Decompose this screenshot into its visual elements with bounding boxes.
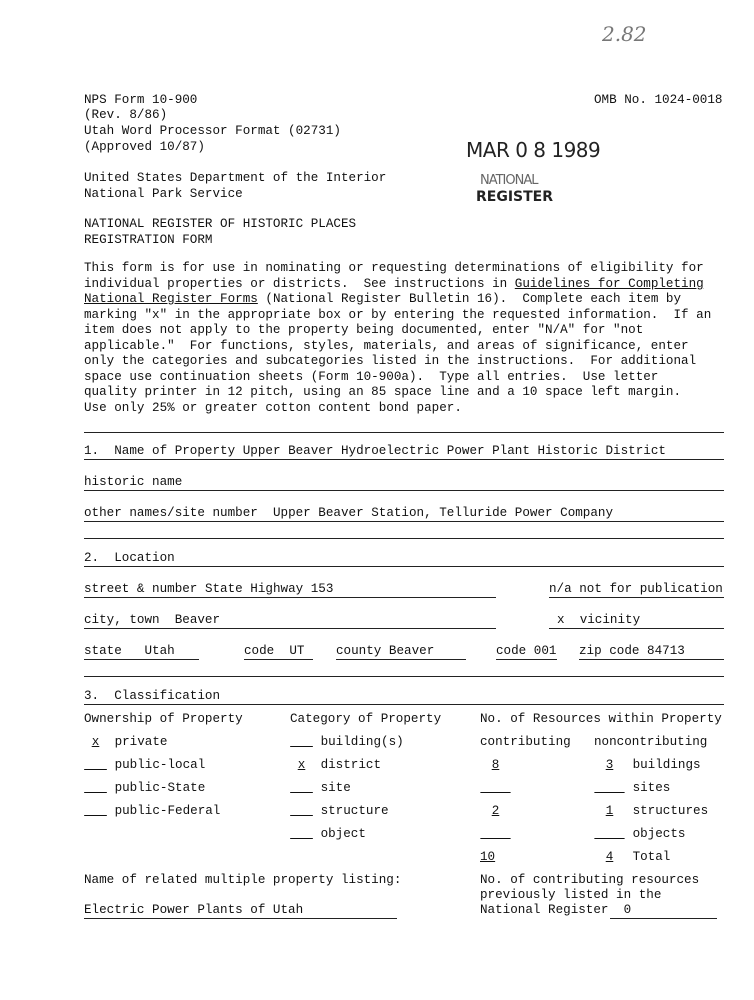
form-revision: (Rev. 8/86) — [84, 108, 168, 122]
field-line — [84, 918, 397, 919]
category-mark — [290, 781, 313, 796]
resource-row — [594, 850, 670, 865]
category-label: district — [320, 758, 382, 772]
nfp-mark: n/a — [549, 582, 572, 596]
contributing-label: contributing — [480, 735, 571, 749]
code-label: code — [244, 644, 275, 658]
ownership-label: public-local — [114, 758, 206, 772]
field-line — [84, 628, 496, 629]
guidelines-link: Guidelines for Completing — [514, 277, 704, 291]
street-label: street & number — [84, 582, 198, 596]
instructions-line — [84, 292, 681, 307]
ownership-row — [84, 781, 205, 796]
divider — [84, 538, 724, 539]
ownership-mark — [84, 804, 107, 819]
contributing-count: 2 — [491, 804, 500, 818]
ownership-mark — [84, 781, 107, 796]
instructions-line — [84, 277, 704, 292]
state-value: Utah — [144, 644, 175, 658]
zip-label: zip code — [579, 644, 640, 658]
field-line — [84, 597, 496, 598]
state-field — [84, 644, 175, 659]
noncontributing-count: 1 — [605, 804, 614, 818]
received-stamp-line1: NATIONAL — [480, 173, 538, 188]
category-label: site — [320, 781, 351, 795]
field-line — [84, 659, 199, 660]
received-stamp-date: MAR 0 8 1989 — [466, 138, 601, 162]
field-line — [549, 628, 724, 629]
historic-name-label: historic name — [84, 475, 183, 489]
noncontributing-total: 4 — [605, 850, 614, 864]
contributing-count — [480, 827, 511, 842]
city-value: Beaver — [174, 613, 221, 627]
contributing-count — [480, 781, 511, 796]
form-title: NATIONAL REGISTER OF HISTORIC PLACES — [84, 217, 357, 231]
not-for-publication — [549, 582, 723, 597]
state-label: state — [84, 644, 122, 658]
ownership-label: public-Federal — [114, 804, 221, 818]
county-field — [336, 644, 434, 659]
street-value: State Highway 153 — [204, 582, 334, 596]
category-mark — [290, 735, 313, 750]
noncontributing-count — [594, 827, 625, 842]
divider — [84, 432, 724, 433]
resource-row — [594, 781, 670, 796]
instructions-text: individual properties or districts. See instructions in — [84, 277, 515, 291]
guidelines-link-cont: National Register Forms — [84, 292, 258, 306]
resource-label: buildings — [632, 758, 701, 772]
field-line — [496, 659, 557, 660]
form-subtitle: REGISTRATION FORM — [84, 233, 213, 247]
field-line — [84, 566, 724, 567]
category-row — [290, 827, 366, 842]
handwritten-number: 2.82 — [602, 22, 647, 46]
zip-value: 84713 — [647, 644, 685, 658]
field-line — [244, 659, 313, 660]
field-line — [84, 459, 724, 460]
previously-listed-label: No. of contributing resources — [480, 873, 700, 887]
nfp-label: not for publication — [579, 582, 723, 596]
category-header: Category of Property — [290, 712, 442, 726]
field-line — [84, 704, 724, 705]
code-value: UT — [289, 644, 305, 658]
category-row — [290, 758, 381, 773]
section3-label: 3. Classification — [84, 689, 221, 703]
form-number: NPS Form 10-900 — [84, 93, 198, 107]
previously-listed-field — [480, 903, 631, 918]
vicinity-field — [557, 613, 640, 628]
form-approved: (Approved 10/87) — [84, 140, 205, 154]
category-row — [290, 804, 389, 819]
ownership-row — [84, 735, 167, 750]
county-label: county — [336, 644, 382, 658]
category-mark: x — [297, 758, 306, 772]
field-line — [336, 659, 466, 660]
field-line — [84, 490, 724, 491]
department: United States Department of the Interior — [84, 171, 387, 185]
other-names-value: Upper Beaver Station, Telluride Power Company — [272, 506, 614, 520]
section1-label: 1. Name of Property — [84, 444, 243, 458]
resource-row — [480, 758, 511, 773]
instructions-line: quality printer in 12 pitch, using an 85 space line and a 10 space left margin. — [84, 385, 682, 399]
ownership-label: public-State — [114, 781, 206, 795]
resource-row — [594, 804, 708, 819]
instructions-line: item does not apply to the property being documented, enter "N/A" for "not — [84, 323, 644, 337]
contributing-count: 8 — [491, 758, 500, 772]
code-field — [244, 644, 304, 659]
other-names-field — [84, 506, 613, 521]
field-line — [549, 597, 724, 598]
vicinity-mark: x — [557, 613, 565, 627]
noncontributing-count: 3 — [605, 758, 614, 772]
county-code-value: 001 — [533, 644, 557, 658]
resource-row — [594, 758, 701, 773]
omb-number: OMB No. 1024-0018 — [594, 93, 723, 107]
noncontributing-count — [594, 781, 625, 796]
category-label: structure — [320, 804, 389, 818]
ownership-mark — [84, 758, 107, 773]
field-line — [579, 659, 724, 660]
category-label: object — [320, 827, 366, 841]
instructions-line: Use only 25% or greater cotton content bond paper. — [84, 401, 462, 415]
previously-listed-value: 0 — [623, 903, 632, 917]
category-row — [290, 781, 351, 796]
county-code-field — [496, 644, 556, 659]
related-listing-label: Name of related multiple property listing: — [84, 873, 402, 887]
county-code-label: code — [496, 644, 527, 658]
instructions-line: marking "x" in the appropriate box or by entering the requested information. If an — [84, 308, 712, 322]
category-mark — [290, 827, 313, 842]
resource-row — [480, 781, 511, 796]
ownership-row — [84, 804, 220, 819]
category-mark — [290, 804, 313, 819]
contributing-total: 10 — [480, 850, 496, 864]
resource-row — [480, 850, 511, 865]
previously-listed-label: National Register — [480, 903, 609, 917]
field-line — [610, 918, 717, 919]
ownership-header: Ownership of Property — [84, 712, 243, 726]
ownership-mark: x — [91, 735, 100, 749]
resource-label: Total — [632, 850, 671, 864]
resource-label: objects — [632, 827, 686, 841]
category-label: building(s) — [320, 735, 404, 749]
received-stamp-line2: REGISTER — [476, 189, 554, 205]
section1-heading — [84, 444, 666, 459]
property-name: Upper Beaver Hydroelectric Power Plant Historic District — [242, 444, 666, 458]
instructions-text: (National Register Bulletin 16). Complete each item by — [257, 292, 682, 306]
divider — [84, 676, 724, 677]
resources-header: No. of Resources within Property — [480, 712, 722, 726]
instructions-line: only the categories and subcategories listed in the instructions. For additional — [84, 354, 697, 368]
city-label: city, town — [84, 613, 160, 627]
resource-row — [594, 827, 685, 842]
instructions-line: This form is for use in nominating or requesting determinations of eligibility for — [84, 261, 704, 275]
vicinity-label: vicinity — [579, 613, 641, 627]
instructions-line: applicable." For functions, styles, materials, and areas of significance, enter — [84, 339, 689, 353]
zip-field — [579, 644, 685, 659]
related-listing-value: Electric Power Plants of Utah — [84, 903, 304, 917]
resource-label: structures — [632, 804, 709, 818]
resource-label: sites — [632, 781, 671, 795]
instructions-line: space use continuation sheets (Form 10-900a). Type all entries. Use letter — [84, 370, 659, 384]
county-value: Beaver — [388, 644, 435, 658]
category-row — [290, 735, 404, 750]
ownership-label: private — [114, 735, 168, 749]
service: National Park Service — [84, 187, 243, 201]
resource-row — [480, 804, 511, 819]
form-format: Utah Word Processor Format (02731) — [84, 124, 341, 138]
section2-label: 2. Location — [84, 551, 175, 565]
city-field — [84, 613, 220, 628]
street-field — [84, 582, 333, 597]
previously-listed-label: previously listed in the — [480, 888, 662, 902]
ownership-row — [84, 758, 205, 773]
field-line — [84, 521, 724, 522]
resource-row — [480, 827, 511, 842]
other-names-label: other names/site number — [84, 506, 258, 520]
noncontributing-label: noncontributing — [594, 735, 708, 749]
